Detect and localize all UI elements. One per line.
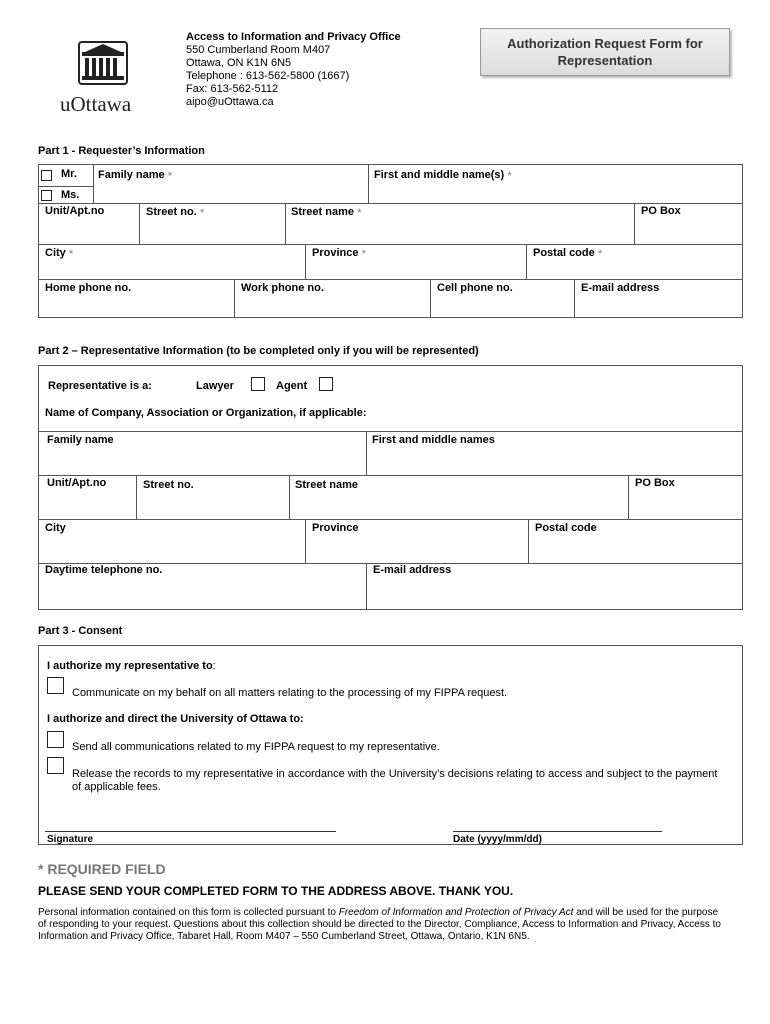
ms-label: Ms. [61, 189, 80, 201]
family-name-label: Family name * [98, 169, 173, 183]
first-middle-label: First and middle name(s) * [374, 169, 512, 183]
date-label: Date (yyyy/mm/dd) [453, 834, 542, 845]
part1-heading: Part 1 - Requester’s Information [38, 145, 205, 157]
rep-family-name-label: Family name [47, 434, 114, 446]
rep-email-label: E-mail address [373, 564, 452, 576]
work-phone-label: Work phone no. [241, 282, 324, 294]
logo-wordmark: uOttawa [60, 92, 132, 116]
office-email: aipo@uOttawa.ca [186, 96, 274, 108]
consent-communicate-checkbox[interactable] [47, 677, 64, 694]
consent-send-text: Send all communications related to my FIPPA request to my representative. [72, 741, 440, 753]
office-fax: Fax: 613-562-5112 [186, 83, 279, 95]
unit-apt-label: Unit/Apt.no [45, 205, 105, 217]
po-box-label: PO Box [641, 205, 681, 217]
part2-heading: Part 2 – Representative Information (to be completed only if you will be represented) [38, 345, 479, 357]
building-icon [58, 40, 148, 92]
rep-province-label: Province [312, 522, 359, 534]
signature-line[interactable] [45, 831, 336, 832]
rep-unit-apt-label: Unit/Apt.no [47, 477, 107, 489]
ms-checkbox[interactable] [41, 190, 52, 201]
office-telephone: Telephone : 613-562-5800 (1667) [186, 70, 350, 82]
form-title-line-2: Representation [557, 53, 653, 68]
consent-release-text-1: Release the records to my representative in accordance with the University’s decisions relating to access and subject to the payment [72, 768, 718, 780]
mr-checkbox[interactable] [41, 170, 52, 181]
part1-table [38, 164, 743, 318]
address-line-2: Ottawa, ON K1N 6N5 [186, 57, 292, 69]
rep-po-box-label: PO Box [635, 477, 675, 489]
province-label: Province * [312, 247, 367, 261]
required-field-note: * REQUIRED FIELD [38, 861, 166, 877]
home-phone-label: Home phone no. [45, 282, 132, 294]
street-no-label: Street no. * [146, 206, 205, 220]
lawyer-label: Lawyer [196, 380, 234, 392]
signature-label: Signature [47, 834, 94, 845]
send-instruction: PLEASE SEND YOUR COMPLETED FORM TO THE ADDRESS ABOVE. THANK YOU. [38, 884, 514, 898]
agent-checkbox[interactable] [319, 377, 333, 391]
lawyer-checkbox[interactable] [251, 377, 265, 391]
date-line[interactable] [453, 831, 662, 832]
postal-code-label: Postal code * [533, 247, 603, 261]
part3-heading: Part 3 - Consent [38, 625, 123, 637]
rep-street-name-label: Street name [295, 479, 358, 491]
rep-postal-code-label: Postal code [535, 522, 597, 534]
consent-release-text-2: of applicable fees. [72, 781, 161, 793]
consent-send-checkbox[interactable] [47, 731, 64, 748]
rep-is-label: Representative is a: [48, 380, 152, 392]
email-label: E-mail address [581, 282, 660, 294]
office-name: Access to Information and Privacy Office [186, 31, 401, 43]
authorize-uo-heading: I authorize and direct the University of Ottawa to: [47, 713, 304, 725]
agent-label: Agent [276, 380, 308, 392]
address-line-1: 550 Cumberland Room M407 [186, 44, 331, 56]
rep-city-label: City [45, 522, 66, 534]
city-label: City * [45, 247, 74, 261]
rep-daytime-phone-label: Daytime telephone no. [45, 564, 163, 576]
form-title-line-1: Authorization Request Form for [507, 36, 703, 51]
consent-communicate-text: Communicate on my behalf on all matters relating to the processing of my FIPPA request. [72, 687, 508, 699]
rep-street-no-label: Street no. [143, 479, 194, 491]
privacy-notice: Personal information contained on this form is collected pursuant to Freedom of Information and Protection of Privacy Act and will be used for the purpose of responding to your request. Questions about this collection should be directed to the Director, Compliance, Access to Information and Privacy, Access to Information and Privacy Office, Tabaret Hall, Room M407 – 550 Cumberland Street, Ottawa, Ontario, K1N 6N5. [38, 907, 721, 942]
street-name-label: Street name * [291, 206, 362, 220]
company-label: Name of Company, Association or Organization, if applicable: [45, 407, 367, 419]
consent-release-checkbox[interactable] [47, 757, 64, 774]
authorize-rep-heading: I authorize my representative to: [47, 660, 216, 672]
cell-phone-label: Cell phone no. [437, 282, 513, 294]
uottawa-logo [58, 40, 148, 115]
mr-label: Mr. [61, 168, 77, 180]
office-address [186, 31, 401, 109]
form-title [480, 28, 730, 76]
rep-first-middle-label: First and middle names [372, 434, 495, 446]
